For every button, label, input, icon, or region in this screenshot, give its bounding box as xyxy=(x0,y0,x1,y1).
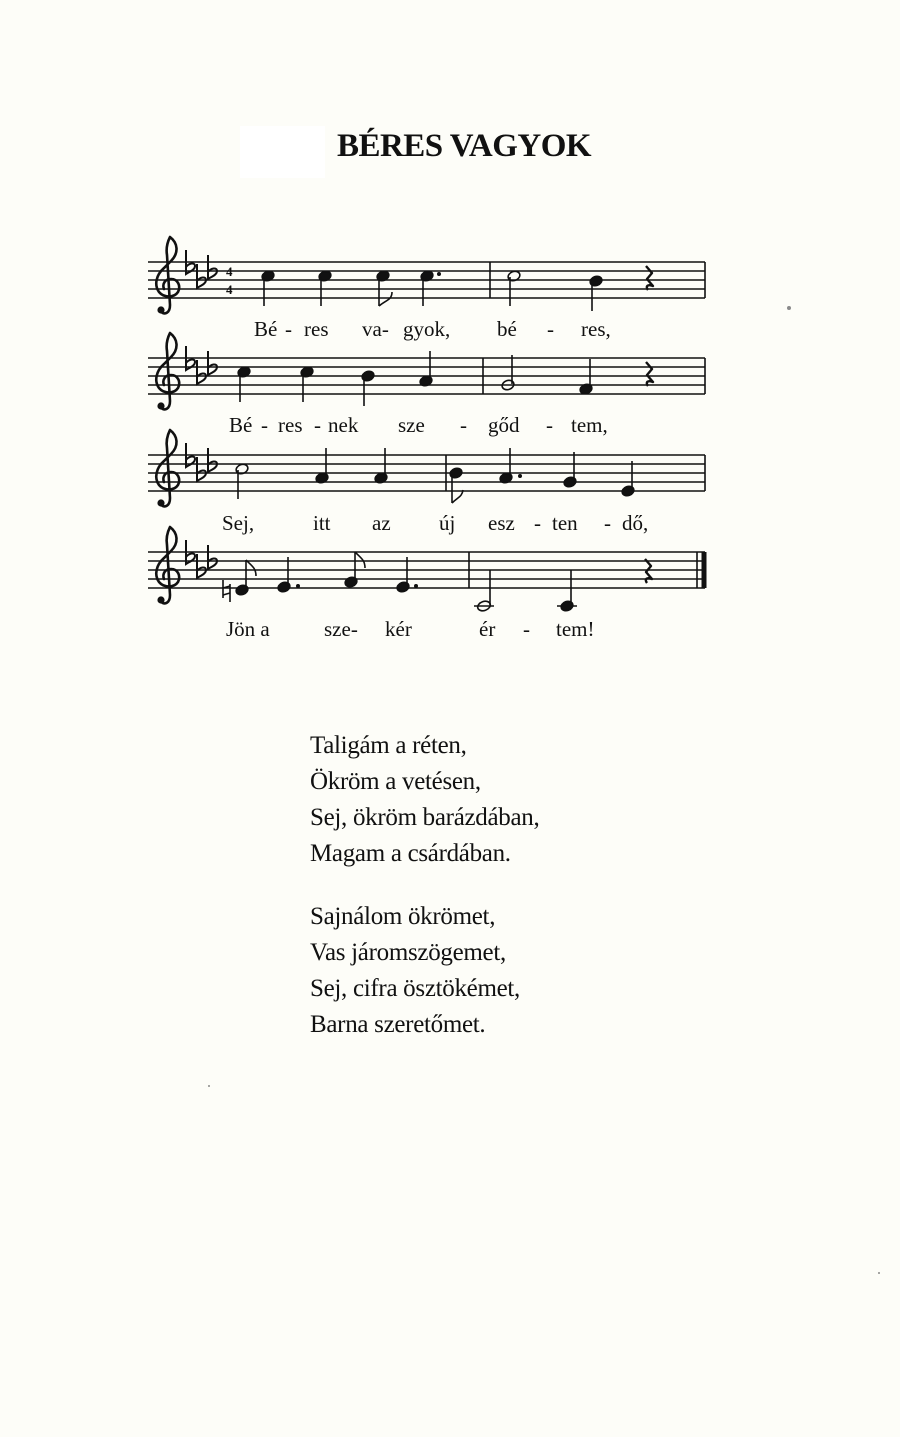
music-score xyxy=(0,0,900,700)
verse-line: Magam a csárdában. xyxy=(310,840,511,867)
lyric-syllable: dő, xyxy=(622,511,649,535)
lyric-syllable: nek xyxy=(328,413,359,437)
lyric-syllable: - xyxy=(261,413,268,437)
verse-line: Ökröm a vetésen, xyxy=(310,768,481,795)
stanza-1 xyxy=(310,728,539,872)
flat-icon xyxy=(208,351,217,375)
lyrics-line-1 xyxy=(254,317,611,341)
song-title: BÉRES VAGYOK xyxy=(336,128,592,164)
stanza-2 xyxy=(310,899,539,1043)
lyric-syllable: bé xyxy=(497,317,517,341)
treble-clef-icon xyxy=(156,430,179,507)
verse-line: Sej, cifra ösztökémet, xyxy=(310,975,520,1002)
lyric-syllable: Jön a xyxy=(226,617,270,641)
lyric-syllable: tem, xyxy=(571,413,608,437)
flat-icon xyxy=(197,360,206,384)
verse-line: Sajnálom ökrömet, xyxy=(310,903,496,930)
flat-icon xyxy=(197,264,206,288)
lyric-syllable: - xyxy=(314,413,321,437)
lyric-syllable: itt xyxy=(313,511,331,535)
flat-icon xyxy=(197,457,206,481)
lyric-syllable: Sej, xyxy=(222,511,255,535)
natural-icon xyxy=(223,580,230,602)
lyric-syllable: tem! xyxy=(556,617,595,641)
lyric-syllable: ér xyxy=(479,617,496,641)
notes xyxy=(235,448,635,503)
svg-text:4: 4 xyxy=(226,282,233,297)
flat-icon xyxy=(208,255,217,279)
flat-icon xyxy=(208,545,217,569)
lyric-syllable: kér xyxy=(385,617,412,641)
lyrics-line-2 xyxy=(229,413,608,437)
lyric-syllable: - xyxy=(460,413,467,437)
lyrics-line-4 xyxy=(226,617,594,641)
staff-lines xyxy=(148,552,705,588)
treble-clef-icon xyxy=(156,527,179,604)
quarter-rest-icon xyxy=(646,362,653,386)
lyric-syllable: sze- xyxy=(324,617,358,641)
treble-clef-icon xyxy=(156,333,179,410)
verses xyxy=(310,728,539,1070)
lyric-syllable: - xyxy=(604,511,611,535)
lyric-syllable: új xyxy=(439,511,456,535)
print-speck xyxy=(787,306,791,310)
lyrics-line-3 xyxy=(222,511,648,535)
svg-text:4: 4 xyxy=(226,264,233,279)
notes xyxy=(261,270,603,311)
flat-icon xyxy=(208,448,217,472)
print-speck xyxy=(878,1272,880,1274)
quarter-rest-icon xyxy=(646,266,653,290)
notes xyxy=(237,351,593,406)
lyric-syllable: sze xyxy=(398,413,425,437)
print-speck xyxy=(208,1085,210,1087)
lyric-syllable: - xyxy=(285,317,292,341)
verse-line: Taligám a réten, xyxy=(310,732,467,759)
staff-system-2 xyxy=(148,333,705,437)
lyric-syllable: - xyxy=(546,413,553,437)
verse-line: Sej, ökröm barázdában, xyxy=(310,804,540,831)
lyric-syllable: gyok, xyxy=(403,317,451,341)
treble-clef-icon xyxy=(156,237,179,314)
lyric-syllable: res xyxy=(304,317,329,341)
lyric-syllable: Bé xyxy=(229,413,253,437)
lyric-syllable: - xyxy=(534,511,541,535)
lyric-syllable: - xyxy=(547,317,554,341)
staff-system-4 xyxy=(148,527,705,641)
lyric-syllable: az xyxy=(372,511,391,535)
lyric-syllable: gőd xyxy=(488,413,520,437)
lyric-syllable: ten xyxy=(552,511,578,535)
staff-lines xyxy=(148,455,705,491)
staff-system-1 xyxy=(148,237,705,341)
lyric-syllable: Bé xyxy=(254,317,278,341)
staff-system-3 xyxy=(148,430,705,535)
lyric-syllable: esz xyxy=(488,511,515,535)
lyric-syllable: - xyxy=(523,617,530,641)
lyric-syllable: res, xyxy=(581,317,611,341)
verse-line: Barna szeretőmet. xyxy=(310,1011,486,1038)
lyric-syllable: res xyxy=(278,413,303,437)
flat-icon xyxy=(197,554,206,578)
lyric-syllable: va- xyxy=(362,317,389,341)
verse-line: Vas járomszögemet, xyxy=(310,939,506,966)
